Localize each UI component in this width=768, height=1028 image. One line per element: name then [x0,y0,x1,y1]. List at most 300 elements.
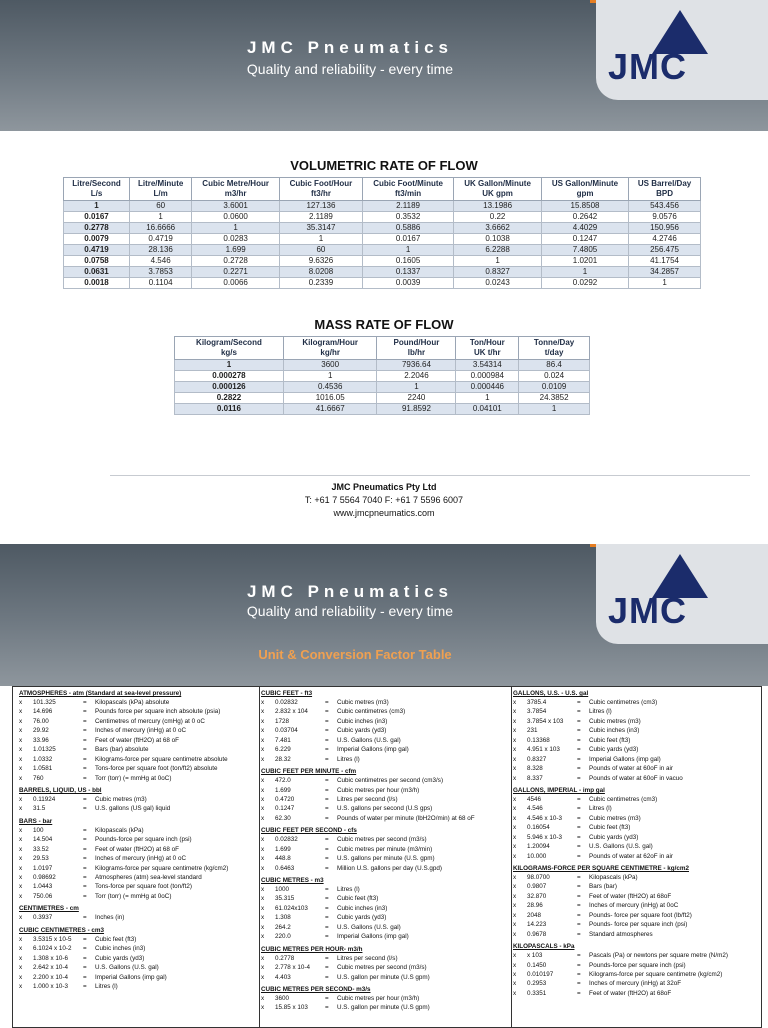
factor-value: 0.1247 [275,805,295,813]
target-unit: Pounds of water at 62oF in air [589,852,674,860]
table-cell: 0.1337 [362,267,453,278]
conversion-row [261,1003,509,1012]
conversion-row [261,923,509,932]
brand-tagline: Quality and reliability - every time [246,61,454,77]
target-unit: Cubic yards (yd3) [589,833,639,841]
conversion-row [513,873,761,882]
equals-sign: = [325,964,329,972]
conversion-row [19,698,257,707]
equals-sign: = [577,833,581,841]
factor-value: 35.315 [275,895,295,903]
table-cell: 6.2288 [454,245,542,256]
conversion-row [513,726,761,735]
table-cell: 0.2778 [64,223,130,234]
conversion-row [19,736,257,745]
brand-name: JMC Pneumatics [246,582,454,601]
multiply-sign: x [513,755,517,763]
conversion-row [513,804,761,813]
multiply-sign: x [513,989,517,997]
target-unit: Cubic yards (yd3) [337,914,387,922]
column-header-label: Litre/Second [72,179,121,188]
equals-sign: = [83,935,87,943]
column-header [64,178,130,201]
table-cell: 1 [279,234,362,245]
column-header [629,178,701,201]
multiply-sign: x [19,945,23,953]
target-unit: U.S. Gallons (U.S. gal) [589,843,653,851]
target-unit: Kilograms-force per square centimetre (kg/cm2) [95,864,229,872]
table-cell: 86.4 [519,360,590,371]
table-cell: 60 [279,245,362,256]
multiply-sign: x [261,717,265,725]
target-unit: Kilopascals (kPa) [95,826,144,834]
table-cell: 256.475 [629,245,701,256]
conversion-row [19,774,257,783]
multiply-sign: x [261,814,265,822]
factor-value: 28.32 [275,755,291,763]
target-unit: Litres per second (l/s) [337,795,398,803]
conversion-row [261,707,509,716]
equals-sign: = [83,774,87,782]
conversion-row [513,989,761,998]
jmc-logo [590,0,768,131]
multiply-sign: x [19,826,23,834]
section-heading: CUBIC FEET - ft3 [261,690,313,697]
target-unit: Torr (torr) (= mmHg at 0oC) [95,774,172,782]
target-unit: Tons-force per square foot (ton/ft2) absolute [95,765,218,773]
equals-sign: = [83,708,87,716]
equals-sign: = [325,708,329,716]
factor-value: 1.0197 [33,864,53,872]
factor-value: 0.3937 [33,914,53,922]
equals-sign: = [325,923,329,931]
target-unit: Tons-force per square foot (ton/ft2) [95,883,192,891]
column-header-label: US Gallon/Minute [551,179,619,188]
website-link[interactable]: www.jmcpneumatics.com [333,508,435,518]
table-cell: 0.024 [519,371,590,382]
factor-value: 448.8 [275,855,291,863]
table-cell: 150.956 [629,223,701,234]
multiply-sign: x [19,805,23,813]
equals-sign: = [83,874,87,881]
table-cell: 0.04101 [456,404,519,415]
target-unit: Cubic feet (ft3) [337,895,379,903]
table-cell: 0.4719 [64,245,130,256]
multiply-sign: x [513,814,517,822]
column-header [175,337,284,360]
multiply-sign: x [513,902,517,910]
table-row [64,223,701,234]
target-unit: Pounds of water at 60oF in vacuo [589,774,683,782]
column-header-unit: lb/hr [407,348,426,357]
target-unit: Inches of mercury (inHg) at 0 oC [95,727,186,735]
table-cell: 1 [454,256,542,267]
equals-sign: = [325,736,329,744]
multiply-sign: x [19,717,23,725]
target-unit: Cubic feet (ft3) [589,824,631,832]
target-unit: Imperial Gallons (imp gal) [95,973,167,981]
phone-fax: T: +61 7 5564 7040 F: +61 7 5596 6007 [304,495,464,505]
table-cell: 3.6001 [192,201,280,212]
equals-sign: = [83,736,87,744]
divider [110,475,750,476]
table-cell: 1 [377,382,456,393]
multiply-sign: x [513,765,517,773]
target-unit: U.S. Gallons (U.S. gal) [95,964,159,972]
volumetric-title: VOLUMETRIC RATE OF FLOW [290,158,478,173]
table-cell: 0.0243 [454,278,542,289]
target-unit: Million U.S. gallons per day (U.S.gpd) [337,864,442,872]
equals-sign: = [577,814,581,822]
conversion-row [513,901,761,910]
conversion-column-2 [259,687,509,1027]
target-unit: U.S. Gallons (U.S. gal) [337,923,401,931]
conversion-row [513,814,761,823]
table-cell: 1 [175,360,284,371]
column-header-label: Litre/Minute [137,179,184,188]
column-header-unit: UK gpm [482,189,513,198]
equals-sign: = [83,699,87,706]
section-heading: ATMOSPHERES - atm (Standard at sea-level pressure) [19,690,182,697]
multiply-sign: x [261,777,265,785]
factor-value: 0.03704 [275,727,298,735]
table-cell: 0.1038 [454,234,542,245]
factor-value: 33.52 [33,845,49,853]
multiply-sign: x [261,708,265,716]
factor-value: 6.229 [275,746,291,754]
equals-sign: = [325,933,329,941]
equals-sign: = [83,855,87,863]
table-cell: 3600 [283,360,377,371]
multiply-sign: x [513,911,517,919]
equals-sign: = [325,717,329,725]
table-cell: 35.3147 [279,223,362,234]
multiply-sign: x [261,727,265,735]
factor-value: 100 [33,826,44,834]
factor-value: 750.06 [33,892,53,900]
equals-sign: = [325,904,329,912]
equals-sign: = [577,883,581,891]
conversion-row [261,717,509,726]
table-cell: 0.8327 [454,267,542,278]
multiply-sign: x [513,708,517,716]
table-cell: 0.0116 [175,404,284,415]
column-header-label: UK Gallon/Minute [464,179,531,188]
conversion-row [261,885,509,894]
conversion-title: Unit & Conversion Factor Table [258,647,452,662]
equals-sign: = [325,795,329,803]
factor-value: 0.02832 [275,836,298,844]
table-cell: 0.0758 [64,256,130,267]
factor-value: 472.0 [275,777,291,785]
table-cell: 13.1986 [454,201,542,212]
table-row [64,201,701,212]
target-unit: Cubic centimetres (cm3) [589,699,658,706]
conversion-row [19,826,257,835]
factor-value: 0.16054 [527,824,550,832]
conversion-row [19,935,257,944]
mass-title: MASS RATE OF FLOW [314,317,454,332]
equals-sign: = [83,755,87,763]
equals-sign: = [577,824,581,832]
table-cell: 16.6666 [130,223,192,234]
table-cell: 1 [362,245,453,256]
target-unit: Pounds- force per square inch (psi) [589,921,688,929]
table-cell: 0.0600 [192,212,280,223]
target-unit: Litres (l) [589,708,612,716]
table-cell: 0.0167 [64,212,130,223]
column-header-unit: UK t/hr [473,348,501,357]
multiply-sign: x [261,805,265,813]
equals-sign: = [325,746,329,754]
target-unit: Litres per second (l/s) [337,954,398,962]
table-cell: 0.0066 [192,278,280,289]
equals-sign: = [577,980,581,988]
multiply-sign: x [19,914,23,922]
conversion-row [513,795,761,804]
target-unit: U.S. gallons (US gal) liquid [95,805,171,813]
table-cell: 1 [456,393,519,404]
table-cell: 1.699 [192,245,280,256]
conversion-column-1 [19,687,257,1027]
logo-text: JMC [608,590,688,631]
table-cell: 7936.64 [377,360,456,371]
conversion-row [513,736,761,745]
target-unit: Pounds-force per square inch (psi) [589,961,686,969]
table-cell: 0.1247 [541,234,628,245]
table-cell: 2.1189 [362,201,453,212]
target-unit: Inches of mercury (inHg) at 32oF [589,980,682,988]
factor-value: 14.504 [33,836,53,844]
conversion-row [261,894,509,903]
second-banner [0,544,768,686]
factor-value: 0.9807 [527,883,547,891]
equals-sign: = [577,902,581,910]
equals-sign: = [83,727,87,735]
multiply-sign: x [261,954,265,962]
multiply-sign: x [19,935,23,943]
conversion-row [261,795,509,804]
equals-sign: = [325,855,329,863]
conversion-row [513,698,761,707]
factor-value: 7.481 [275,736,291,744]
section-heading: CUBIC METRES PER SECOND- m3/s [261,985,371,993]
table-cell: 0.1104 [130,278,192,289]
target-unit: Kilopascals (kPa) [589,874,638,881]
conversion-row [19,745,257,754]
factor-value: 5.946 x 10-3 [527,833,563,841]
factor-value: x 103 [527,952,543,960]
conversion-row [261,973,509,982]
conversion-row [19,982,257,991]
target-unit: Cubic metres (m3) [95,795,147,803]
table-cell: 0.0079 [64,234,130,245]
target-unit: Standard atmospheres [589,930,653,938]
equals-sign: = [325,699,329,706]
table-cell: 34.2857 [629,267,701,278]
target-unit: Kilopascals (kPa) absolute [95,699,170,706]
table-cell: 1 [130,212,192,223]
column-header [541,178,628,201]
multiply-sign: x [261,864,265,872]
multiply-sign: x [261,699,265,706]
equals-sign: = [83,945,87,953]
table-row [64,212,701,223]
multiply-sign: x [19,755,23,763]
table-cell: 7.4805 [541,245,628,256]
volumetric-header-row [64,178,701,201]
equals-sign: = [83,765,87,773]
column-header-label: Kilogram/Hour [302,338,358,347]
conversion-row [261,755,509,764]
multiply-sign: x [19,736,23,744]
multiply-sign: x [261,746,265,754]
conversion-row [513,833,761,842]
column-header-label: US Barrel/Day [637,179,692,188]
section-heading: CUBIC FEET PER MINUTE - cfm [261,768,357,776]
column-header [377,337,456,360]
company-name: JMC Pneumatics Pty Ltd [331,482,437,492]
factor-value: 3.7854 x 103 [527,717,564,725]
multiply-sign: x [19,864,23,872]
conversion-row [261,963,509,972]
target-unit: Cubic centimetres (cm3) [337,708,406,716]
mass-header-row [175,337,590,360]
factor-value: 264.2 [275,923,291,931]
table-cell: 2240 [377,393,456,404]
conversion-row [19,892,257,901]
multiply-sign: x [513,717,517,725]
factor-value: 2.832 x 104 [275,708,308,716]
target-unit: Inches (in) [95,914,125,922]
conversion-row [19,954,257,963]
equals-sign: = [325,1004,329,1012]
multiply-sign: x [19,874,23,881]
section-heading: KILOGRAMS-FORCE PER SQUARE CENTIMETRE - kg/cm2 [513,865,689,872]
equals-sign: = [577,952,581,960]
factor-value: 4.403 [275,973,291,981]
table-cell: 0.2339 [279,278,362,289]
conversion-column-3 [511,687,761,1027]
multiply-sign: x [513,874,517,881]
factor-value: 0.11924 [33,795,56,803]
target-unit: Inches of mercury (inHg) at 0oC [589,902,679,910]
equals-sign: = [83,914,87,922]
table-cell: 60 [130,201,192,212]
conversion-row [19,913,257,922]
factor-value: 76.00 [33,717,49,725]
volumetric-table [63,177,701,289]
conversion-row [513,774,761,783]
factor-value: 29.53 [33,855,49,863]
factor-value: 98.0700 [527,874,550,881]
equals-sign: = [325,895,329,903]
table-row [175,404,590,415]
factor-value: 14.696 [33,708,53,716]
table-cell: 127.136 [279,201,362,212]
column-header-unit: kg/s [220,348,237,357]
multiply-sign: x [513,833,517,841]
conversion-row [513,961,761,970]
equals-sign: = [83,717,87,725]
factor-value: 61.024x103 [275,904,308,912]
equals-sign: = [325,814,329,822]
section-heading: CUBIC CENTIMETRES - cm3 [19,926,105,934]
target-unit: Cubic metres per hour (m3/h) [337,786,420,794]
equals-sign: = [577,708,581,716]
multiply-sign: x [261,914,265,922]
equals-sign: = [325,954,329,962]
multiply-sign: x [19,982,23,990]
equals-sign: = [577,765,581,773]
multiply-sign: x [261,964,265,972]
multiply-sign: x [261,836,265,844]
target-unit: Cubic feet (ft3) [589,736,631,744]
multiply-sign: x [513,805,517,813]
target-unit: Cubic metres (m3) [589,814,641,822]
conversion-row [19,795,257,804]
column-header [192,178,280,201]
section-heading: BARS - bar [19,817,53,825]
equals-sign: = [325,864,329,872]
equals-sign: = [83,954,87,962]
mass-table [174,336,590,415]
table-cell: 3.54314 [456,360,519,371]
column-header [454,178,542,201]
factor-value: 33.96 [33,736,49,744]
table-cell: 0.0018 [64,278,130,289]
factor-value: 0.2778 [275,954,295,962]
conversion-row [513,852,761,861]
factor-value: 3785.4 [527,699,547,706]
table-cell: 91.8592 [377,404,456,415]
equals-sign: = [577,717,581,725]
conversion-row [513,951,761,960]
conversion-row [19,764,257,773]
table-cell: 1 [629,278,701,289]
column-header [283,337,377,360]
column-header [362,178,453,201]
factor-value: 2.778 x 10-4 [275,964,311,972]
target-unit: Cubic centimetres (cm3) [589,795,658,803]
factor-value: 15.85 x 103 [275,1004,308,1012]
factor-value: 3600 [275,994,290,1002]
conversion-row [513,842,761,851]
table-cell: 0.3532 [362,212,453,223]
multiply-sign: x [513,699,517,706]
multiply-sign: x [261,895,265,903]
table-cell: 0.2728 [192,256,280,267]
multiply-sign: x [513,843,517,851]
target-unit: Cubic metres (m3) [589,717,641,725]
table-cell: 15.8508 [541,201,628,212]
factor-value: 2.642 x 10-4 [33,964,69,972]
table-cell: 41.1754 [629,256,701,267]
target-unit: Pascals (Pa) or newtons per square metre (N/m2) [589,952,728,960]
factor-value: 1.01325 [33,746,56,754]
conversion-row [19,804,257,813]
conversion-row [19,864,257,873]
conversion-row [19,717,257,726]
target-unit: Feet of water (ftH2O) at 68oF [589,989,672,997]
table-row [64,245,701,256]
conversion-row [513,970,761,979]
conversion-row [513,755,761,764]
conversion-row [513,745,761,754]
multiply-sign: x [19,964,23,972]
logo-text: JMC [608,46,688,87]
factor-value: 1.699 [275,845,291,853]
